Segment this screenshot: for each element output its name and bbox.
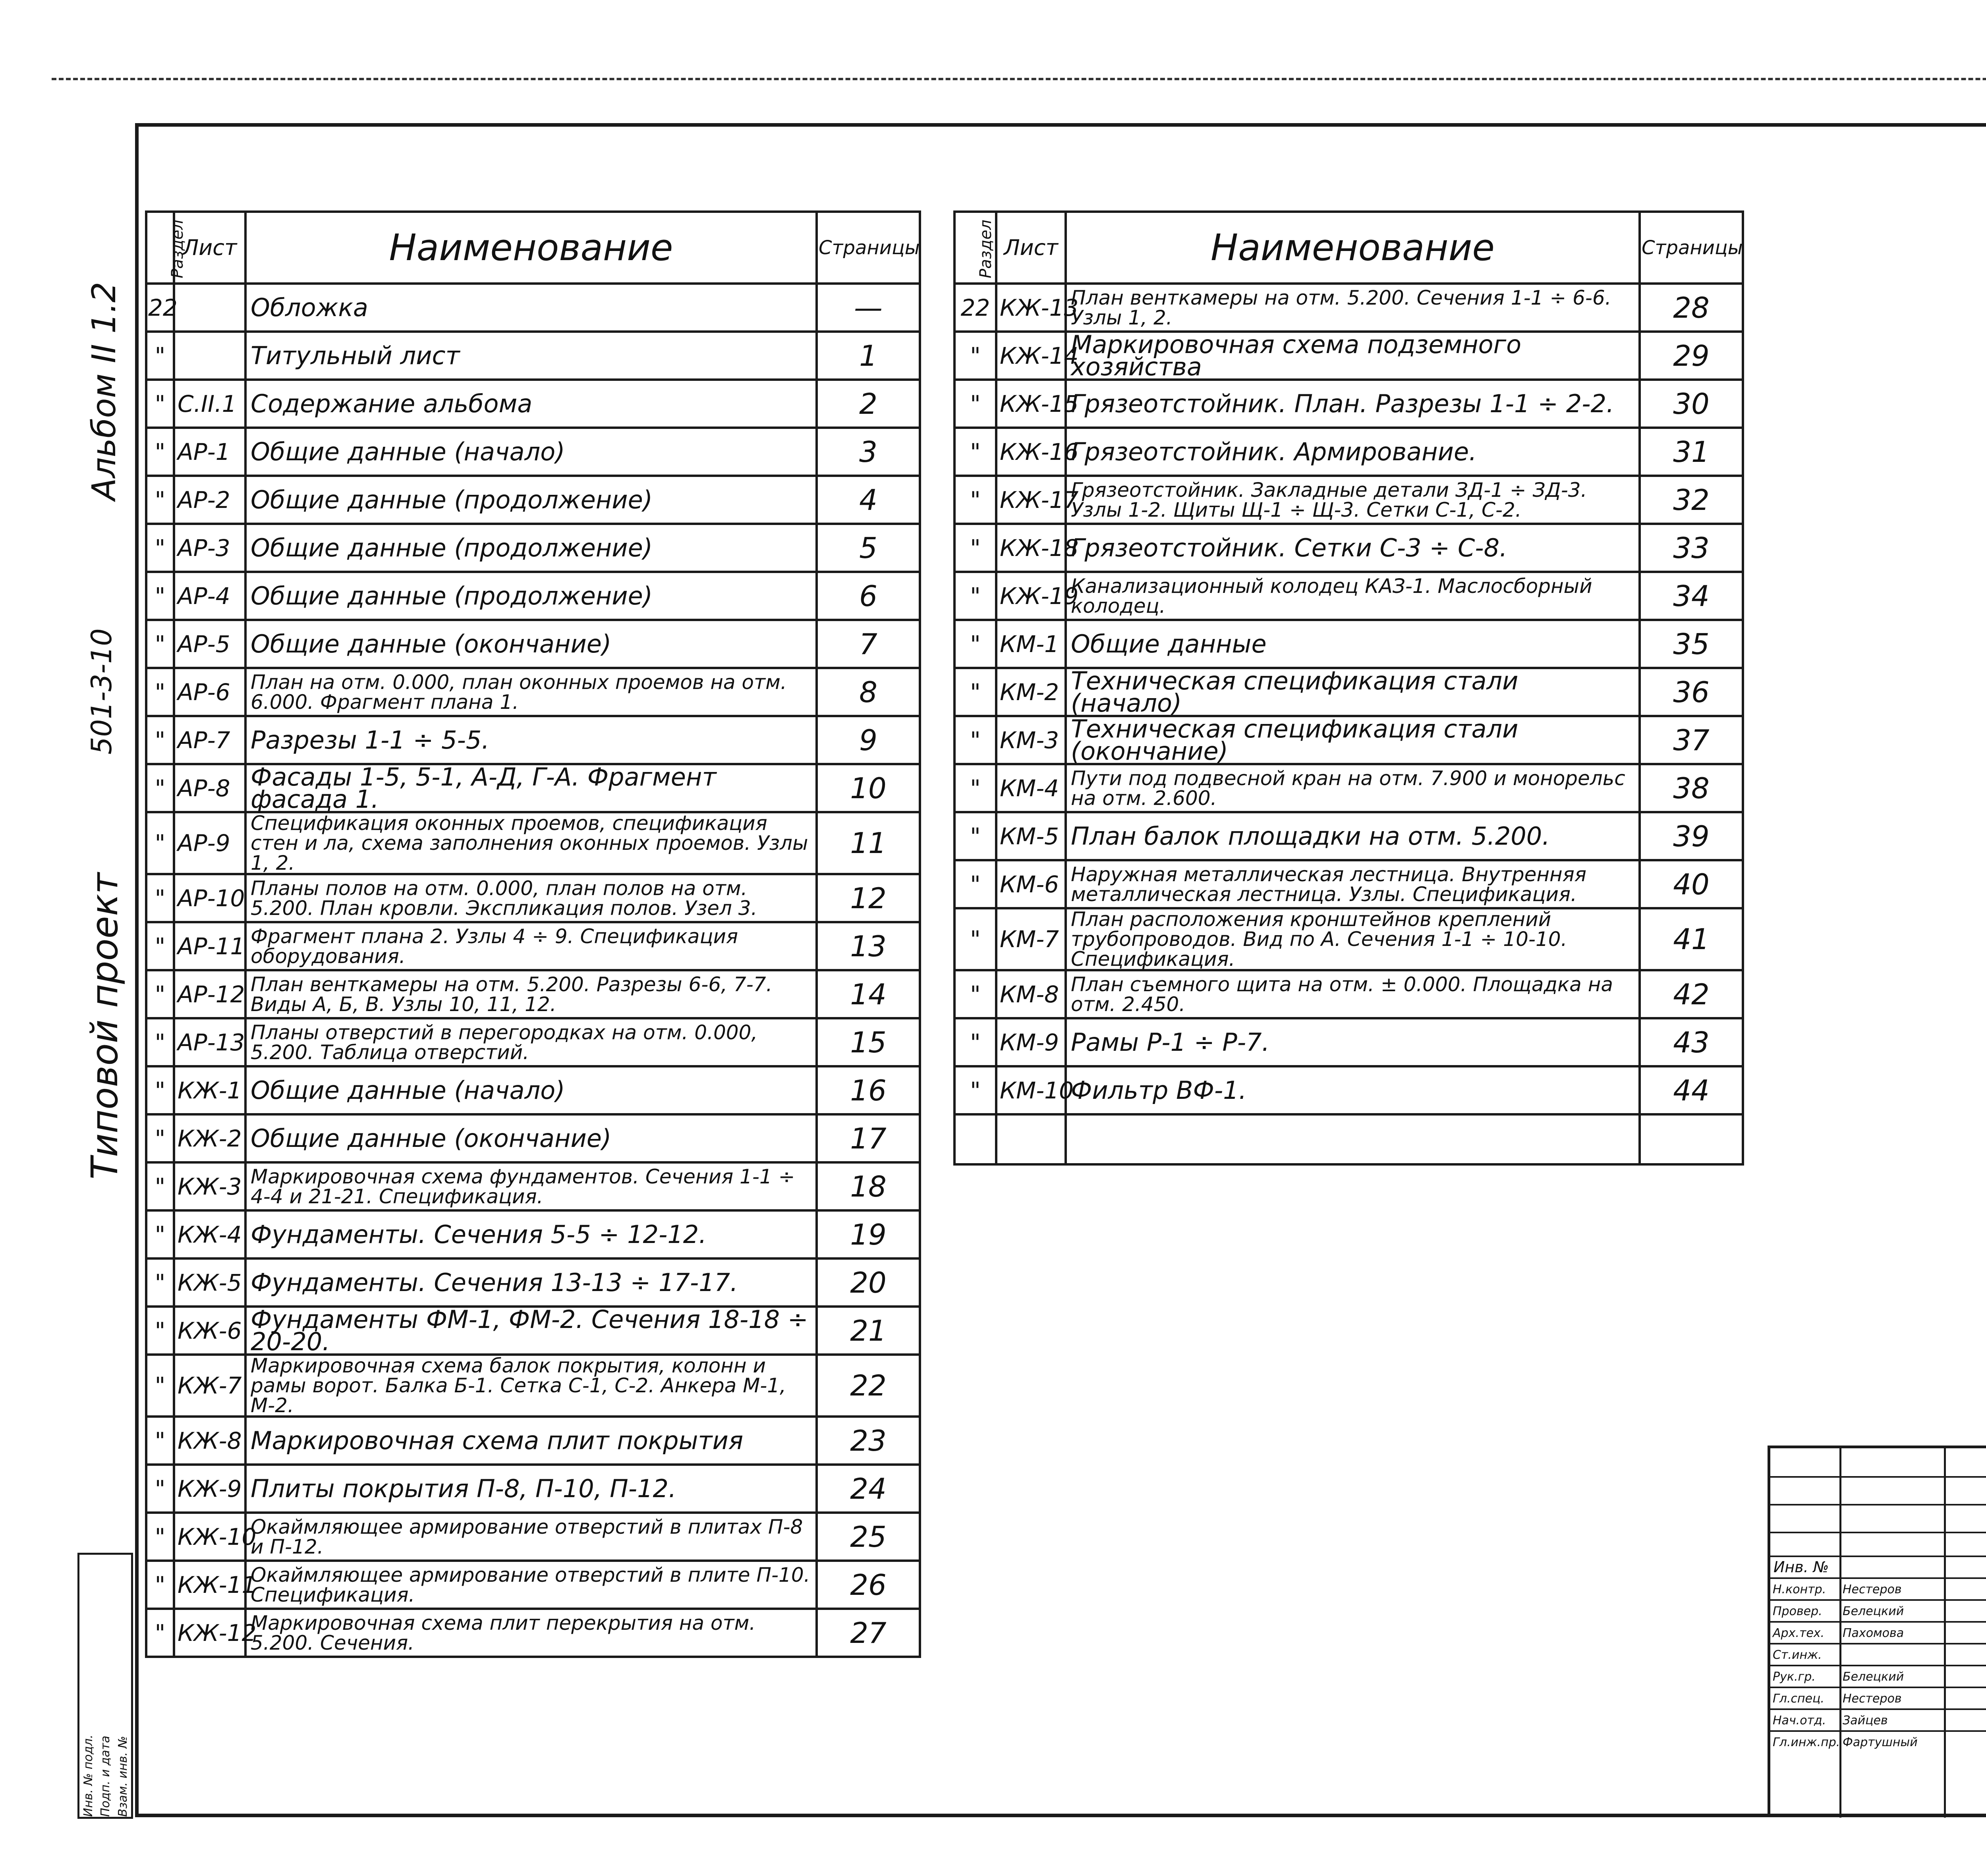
name-cell: Грязеотстойник. Закладные детали ЗД-1 ÷ ЗД-3. Узлы 1-2. Щиты Щ-1 ÷ Щ-3. Сетки С-1, С-2.: [1066, 476, 1640, 524]
volume-cell: ": [954, 668, 996, 716]
name-cell: Маркировочная схема фундаментов. Сечения 1-1 ÷ 4-4 и 21-21. Спецификация.: [245, 1162, 817, 1210]
sheet-cell: АР-3: [174, 524, 245, 572]
volume-cell: ": [146, 1465, 174, 1513]
sheet-cell: АР-11: [174, 922, 245, 970]
signature-role: Гл.инж.пр.: [1773, 1735, 1840, 1749]
volume-cell: ": [954, 908, 996, 970]
page-cell: 18: [817, 1162, 920, 1210]
page-cell: 39: [1640, 812, 1743, 860]
signature-role: Рук.гр.: [1773, 1670, 1816, 1684]
name-cell: Общие данные (продолжение): [245, 572, 817, 620]
table-row: [954, 380, 1743, 428]
table-row: [954, 332, 1743, 380]
volume-cell: ": [146, 1609, 174, 1657]
page-cell: 24: [817, 1465, 920, 1513]
page-cell: 21: [817, 1307, 920, 1355]
page-cell: 27: [817, 1609, 920, 1657]
sheet-cell: КМ-8: [996, 970, 1066, 1018]
volume-cell: ": [954, 620, 996, 668]
stamp-inv-label: Инв. № подл.: [81, 1735, 95, 1817]
name-cell: Титульный лист: [245, 332, 817, 380]
page-cell: 37: [1640, 716, 1743, 764]
name-cell: Общие данные (начало): [245, 1066, 817, 1114]
table-row: [146, 476, 920, 524]
page-cell: 42: [1640, 970, 1743, 1018]
empty-cell: [1640, 1114, 1743, 1164]
sheet-cell: АР-12: [174, 970, 245, 1018]
page-cell: 3: [817, 428, 920, 476]
name-cell: Окаймляющее армирование отверстий в плите П-10. Спецификация.: [245, 1561, 817, 1609]
volume-cell: ": [146, 1513, 174, 1561]
sheet-cell: АР-4: [174, 572, 245, 620]
table-row: [146, 922, 920, 970]
table-row: [146, 1307, 920, 1355]
table-row: [146, 812, 920, 874]
table-row: [146, 1561, 920, 1609]
empty-cell: [954, 1114, 996, 1164]
name-cell: План венткамеры на отм. 5.200. Сечения 1-1 ÷ 6-6. Узлы 1, 2.: [1066, 284, 1640, 332]
stamp-sign-label: Подп. и дата: [99, 1735, 112, 1817]
volume-cell: ": [146, 922, 174, 970]
sheet-cell: АР-6: [174, 668, 245, 716]
signature-name: Белецкий: [1843, 1670, 1904, 1684]
table-row: [146, 1258, 920, 1307]
signature-role: Ст.инж.: [1773, 1648, 1822, 1662]
name-cell: Грязеотстойник. План. Разрезы 1-1 ÷ 2-2.: [1066, 380, 1640, 428]
sheet-cell: КЖ-12: [174, 1609, 245, 1657]
sheet-cell: КЖ-2: [174, 1114, 245, 1162]
sheet-cell: КМ-7: [996, 908, 1066, 970]
page-cell: 34: [1640, 572, 1743, 620]
page-cell: 19: [817, 1210, 920, 1258]
page-cell: 13: [817, 922, 920, 970]
name-cell: Канализационный колодец КАЗ-1. Маслосборный колодец.: [1066, 572, 1640, 620]
sheet-cell: КМ-3: [996, 716, 1066, 764]
table-row: [954, 908, 1743, 970]
volume-cell: ": [146, 572, 174, 620]
table-row: [954, 620, 1743, 668]
volume-cell: ": [146, 428, 174, 476]
header-volume: Раздел: [146, 212, 174, 284]
sheet-cell: КЖ-5: [174, 1258, 245, 1307]
page-cell: 30: [1640, 380, 1743, 428]
sheet-cell: КМ-10: [996, 1066, 1066, 1114]
album-label: Альбом II 1.2: [85, 282, 123, 500]
volume-cell: ": [954, 812, 996, 860]
page-cell: 25: [817, 1513, 920, 1561]
sheet-cell: КЖ-9: [174, 1465, 245, 1513]
table-row: [146, 668, 920, 716]
empty-cell: [1066, 1114, 1640, 1164]
name-cell: Фундаменты. Сечения 5-5 ÷ 12-12.: [245, 1210, 817, 1258]
name-cell: Общие данные (начало): [245, 428, 817, 476]
name-cell: План венткамеры на отм. 5.200. Разрезы 6-6, 7-7. Виды А, Б, В. Узлы 10, 11, 12.: [245, 970, 817, 1018]
signature-role: Гл.спец.: [1773, 1692, 1824, 1706]
outer-dashed-border: [52, 78, 1986, 80]
volume-cell: ": [146, 764, 174, 812]
volume-cell: ": [146, 716, 174, 764]
volume-cell: ": [146, 380, 174, 428]
table-row: [146, 1018, 920, 1066]
sheet-cell: С.II.1: [174, 380, 245, 428]
volume-cell: ": [954, 524, 996, 572]
name-cell: Техническая спецификация стали (окончание): [1066, 716, 1640, 764]
name-cell: Общие данные (продолжение): [245, 524, 817, 572]
page-cell: 26: [817, 1561, 920, 1609]
page-cell: 20: [817, 1258, 920, 1307]
page-cell: 15: [817, 1018, 920, 1066]
volume-cell: ": [146, 970, 174, 1018]
table-row: [954, 284, 1743, 332]
sheet-cell: КЖ-13: [996, 284, 1066, 332]
table-row: [146, 620, 920, 668]
volume-cell: ": [954, 1066, 996, 1114]
name-cell: Рамы Р-1 ÷ Р-7.: [1066, 1018, 1640, 1066]
volume-cell: 22: [146, 284, 174, 332]
page-cell: 36: [1640, 668, 1743, 716]
page-cell: 40: [1640, 860, 1743, 908]
name-cell: Общие данные (окончание): [245, 1114, 817, 1162]
volume-cell: ": [146, 1307, 174, 1355]
header-sheet: Лист: [174, 212, 245, 284]
table-row: [146, 764, 920, 812]
sheet-cell: КЖ-16: [996, 428, 1066, 476]
empty-row: [954, 1114, 1743, 1164]
volume-cell: ": [146, 812, 174, 874]
table-row: [954, 476, 1743, 524]
sheet-cell: КЖ-17: [996, 476, 1066, 524]
table-row: [146, 380, 920, 428]
page-cell: 10: [817, 764, 920, 812]
sheet-cell: КЖ-10: [174, 1513, 245, 1561]
table-row: [954, 524, 1743, 572]
header-name: Наименование: [245, 212, 817, 284]
signature-name: Зайцев: [1843, 1714, 1888, 1727]
sheet-cell: КЖ-4: [174, 1210, 245, 1258]
volume-cell: ": [954, 764, 996, 812]
page-cell: 12: [817, 874, 920, 922]
table-row: [146, 1066, 920, 1114]
page-cell: 4: [817, 476, 920, 524]
sheet-cell: АР-8: [174, 764, 245, 812]
volume-cell: ": [146, 668, 174, 716]
table-row: [146, 716, 920, 764]
table-header: [954, 212, 1743, 284]
volume-cell: ": [146, 874, 174, 922]
page-cell: 38: [1640, 764, 1743, 812]
volume-cell: ": [146, 332, 174, 380]
page-cell: 22: [817, 1355, 920, 1417]
empty-cell: [996, 1114, 1066, 1164]
table-row: [954, 1018, 1743, 1066]
volume-cell: ": [954, 860, 996, 908]
sheet-cell: АР-1: [174, 428, 245, 476]
name-cell: Пути под подвесной кран на отм. 7.900 и монорельс на отм. 2.600.: [1066, 764, 1640, 812]
page-cell: 33: [1640, 524, 1743, 572]
table-row: [146, 1417, 920, 1465]
signature-name: Фартушный: [1843, 1735, 1918, 1749]
name-cell: Общие данные: [1066, 620, 1640, 668]
name-cell: Грязеотстойник. Армирование.: [1066, 428, 1640, 476]
volume-cell: ": [146, 1114, 174, 1162]
volume-cell: ": [146, 1258, 174, 1307]
table-row: [146, 332, 920, 380]
volume-cell: ": [954, 476, 996, 524]
name-cell: Содержание альбома: [245, 380, 817, 428]
volume-cell: ": [954, 572, 996, 620]
contents-table-left: [145, 210, 921, 1658]
name-cell: Плиты покрытия П-8, П-10, П-12.: [245, 1465, 817, 1513]
signature-role: Арх.тех.: [1773, 1626, 1825, 1640]
sheet-cell: [174, 332, 245, 380]
page-cell: 31: [1640, 428, 1743, 476]
name-cell: План балок площадки на отм. 5.200.: [1066, 812, 1640, 860]
header-volume: Раздел: [954, 212, 996, 284]
sheet-cell: АР-7: [174, 716, 245, 764]
sheet-cell: КЖ-18: [996, 524, 1066, 572]
name-cell: План съемного щита на отм. ± 0.000. Площадка на отм. 2.450.: [1066, 970, 1640, 1018]
page-cell: 23: [817, 1417, 920, 1465]
sheet-cell: КЖ-14: [996, 332, 1066, 380]
title-block: [1768, 1446, 1986, 1817]
page-cell: 16: [817, 1066, 920, 1114]
sheet-cell: АР-5: [174, 620, 245, 668]
volume-cell: ": [146, 524, 174, 572]
page-cell: 7: [817, 620, 920, 668]
sheet-cell: КМ-9: [996, 1018, 1066, 1066]
volume-cell: ": [146, 1018, 174, 1066]
inv-label: Инв. №: [1773, 1558, 1829, 1576]
sheet-cell: АР-9: [174, 812, 245, 874]
volume-cell: 22: [954, 284, 996, 332]
signature-role: Нач.отд.: [1773, 1714, 1826, 1727]
table-row: [146, 1355, 920, 1417]
sheet-cell: КМ-5: [996, 812, 1066, 860]
table-row: [954, 1066, 1743, 1114]
header-name: Наименование: [1066, 212, 1640, 284]
volume-cell: ": [146, 476, 174, 524]
table-row: [146, 1114, 920, 1162]
sheet-cell: КЖ-7: [174, 1355, 245, 1417]
name-cell: Техническая спецификация стали (начало): [1066, 668, 1640, 716]
page-cell: 43: [1640, 1018, 1743, 1066]
table-header: [146, 212, 920, 284]
name-cell: Маркировочная схема подземного хозяйства: [1066, 332, 1640, 380]
stamp-replace-label: Взам. инв. №: [116, 1736, 130, 1817]
header-page: Страницы: [1640, 212, 1743, 284]
sheet-cell: КМ-6: [996, 860, 1066, 908]
sheet-cell: КМ-2: [996, 668, 1066, 716]
signature-name: Нестеров: [1843, 1583, 1902, 1596]
page-cell: 17: [817, 1114, 920, 1162]
project-code-label: 501-3-10: [85, 628, 118, 755]
table-row: [954, 668, 1743, 716]
sheet-cell: КМ-1: [996, 620, 1066, 668]
page-cell: 41: [1640, 908, 1743, 970]
volume-cell: ": [954, 380, 996, 428]
table-row: [954, 764, 1743, 812]
name-cell: Наружная металлическая лестница. Внутренняя металлическая лестница. Узлы. Спецификация.: [1066, 860, 1640, 908]
sheet-cell: КЖ-15: [996, 380, 1066, 428]
name-cell: Фундаменты. Сечения 13-13 ÷ 17-17.: [245, 1258, 817, 1307]
name-cell: Общие данные (окончание): [245, 620, 817, 668]
sheet-cell: АР-13: [174, 1018, 245, 1066]
sheet-cell: [174, 284, 245, 332]
name-cell: Планы отверстий в перегородках на отм. 0.000, 5.200. Таблица отверстий.: [245, 1018, 817, 1066]
name-cell: Окаймляющее армирование отверстий в плитах П-8 и П-12.: [245, 1513, 817, 1561]
volume-cell: ": [146, 1162, 174, 1210]
page-cell: —: [817, 284, 920, 332]
page-cell: 1: [817, 332, 920, 380]
page-cell: 35: [1640, 620, 1743, 668]
signature-role: Провер.: [1773, 1604, 1822, 1618]
page-cell: 29: [1640, 332, 1743, 380]
header-sheet: Лист: [996, 212, 1066, 284]
table-row: [146, 1609, 920, 1657]
volume-cell: ": [954, 970, 996, 1018]
name-cell: Грязеотстойник. Сетки С-3 ÷ С-8.: [1066, 524, 1640, 572]
table-row: [146, 874, 920, 922]
sheet-cell: КМ-4: [996, 764, 1066, 812]
signature-name: Пахомова: [1843, 1626, 1904, 1640]
name-cell: План на отм. 0.000, план оконных проемов на отм. 6.000. Фрагмент плана 1.: [245, 668, 817, 716]
page-cell: 2: [817, 380, 920, 428]
signature-name: Белецкий: [1843, 1604, 1904, 1618]
volume-cell: ": [146, 620, 174, 668]
sheet-cell: КЖ-3: [174, 1162, 245, 1210]
volume-cell: ": [146, 1561, 174, 1609]
sheet-cell: КЖ-19: [996, 572, 1066, 620]
table-row: [954, 428, 1743, 476]
contents-table-right: [953, 210, 1744, 1166]
volume-cell: ": [146, 1210, 174, 1258]
page-cell: 32: [1640, 476, 1743, 524]
table-row: [954, 572, 1743, 620]
name-cell: Маркировочная схема плит покрытия: [245, 1417, 817, 1465]
table-row: [146, 1210, 920, 1258]
table-row: [954, 970, 1743, 1018]
name-cell: Фрагмент плана 2. Узлы 4 ÷ 9. Спецификация оборудования.: [245, 922, 817, 970]
sheet-cell: КЖ-11: [174, 1561, 245, 1609]
page-cell: 44: [1640, 1066, 1743, 1114]
table-row: [146, 524, 920, 572]
table-row: [146, 572, 920, 620]
table-row: [954, 716, 1743, 764]
name-cell: Обложка: [245, 284, 817, 332]
name-cell: Спецификация оконных проемов, спецификация стен и ла, схема заполнения оконных проемов. Узлы 1, 2.: [245, 812, 817, 874]
table-row: [146, 1162, 920, 1210]
header-page: Страницы: [817, 212, 920, 284]
table-row: [146, 1513, 920, 1561]
volume-cell: ": [954, 332, 996, 380]
table-row: [146, 428, 920, 476]
name-cell: Фасады 1-5, 5-1, А-Д, Г-А. Фрагмент фасада 1.: [245, 764, 817, 812]
name-cell: Разрезы 1-1 ÷ 5-5.: [245, 716, 817, 764]
volume-cell: ": [146, 1417, 174, 1465]
name-cell: Общие данные (продолжение): [245, 476, 817, 524]
page-cell: 9: [817, 716, 920, 764]
name-cell: Планы полов на отм. 0.000, план полов на отм. 5.200. План кровли. Экспликация полов. Узел 3.: [245, 874, 817, 922]
name-cell: Маркировочная схема плит перекрытия на отм. 5.200. Сечения.: [245, 1609, 817, 1657]
name-cell: План расположения кронштейнов креплений трубопроводов. Вид по А. Сечения 1-1 ÷ 10-10. Спецификация.: [1066, 908, 1640, 970]
table-row: [954, 860, 1743, 908]
table-row: [146, 1465, 920, 1513]
sheet-cell: КЖ-1: [174, 1066, 245, 1114]
page-cell: 11: [817, 812, 920, 874]
table-row: [146, 284, 920, 332]
table-row: [146, 970, 920, 1018]
sheet-cell: АР-10: [174, 874, 245, 922]
volume-cell: ": [146, 1066, 174, 1114]
volume-cell: ": [954, 428, 996, 476]
signature-name: Нестеров: [1843, 1692, 1902, 1706]
signature-role: Н.контр.: [1773, 1583, 1826, 1596]
name-cell: Маркировочная схема балок покрытия, колонн и рамы ворот. Балка Б-1. Сетка С-1, С-2. Анкера М-1, М-2.: [245, 1355, 817, 1417]
page-cell: 5: [817, 524, 920, 572]
volume-cell: ": [954, 1018, 996, 1066]
project-type-label: Типовой проект: [83, 872, 126, 1179]
name-cell: Фильтр ВФ-1.: [1066, 1066, 1640, 1114]
table-row: [954, 812, 1743, 860]
page-cell: 28: [1640, 284, 1743, 332]
name-cell: Фундаменты ФМ-1, ФМ-2. Сечения 18-18 ÷ 20-20.: [245, 1307, 817, 1355]
registration-stamp: [77, 1553, 133, 1819]
sheet-cell: КЖ-8: [174, 1417, 245, 1465]
page-cell: 14: [817, 970, 920, 1018]
volume-cell: ": [146, 1355, 174, 1417]
sheet-cell: АР-2: [174, 476, 245, 524]
volume-cell: ": [954, 716, 996, 764]
page-cell: 8: [817, 668, 920, 716]
page-cell: 6: [817, 572, 920, 620]
sheet-cell: КЖ-6: [174, 1307, 245, 1355]
